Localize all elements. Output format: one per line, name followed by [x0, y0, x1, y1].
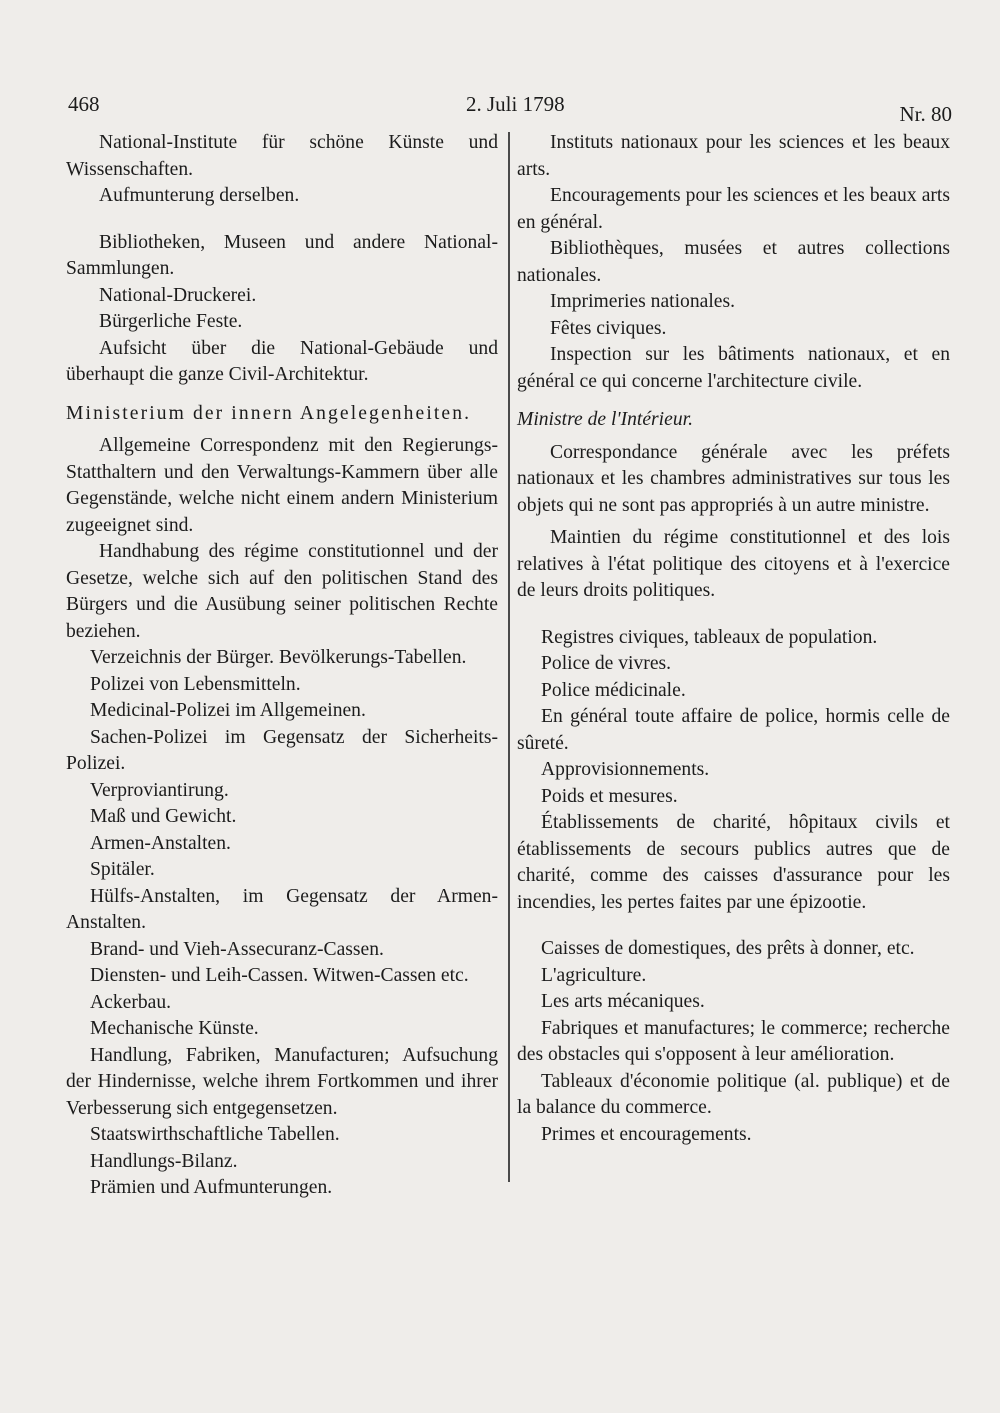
paragraph: Bürgerliche Feste. [99, 311, 243, 332]
paragraph: Fêtes civiques. [550, 317, 667, 339]
paragraph: Inspection sur les bâtiments nationaux, et en général ce qui concerne l'architecture civile. [517, 344, 950, 392]
paragraph: Registres civiques, tableaux de population. [541, 626, 878, 648]
paragraph: Brand- und Vieh-Assecuranz-Cassen. [90, 938, 384, 960]
paragraph: En général toute affaire de police, hormis celle de sûreté. [517, 706, 950, 754]
document-number: Nr. 80 [899, 102, 952, 126]
paragraph: Maintien du régime constitutionnel et des lois relatives à l'état politique des citoyens et à l'exercice de leurs droits politiques. [517, 527, 950, 601]
paragraph: Bibliotheken, Museen und andere National-Sammlungen. [66, 231, 498, 279]
paragraph: Fabriques et manufactures; le commerce; recherche des obstacles qui s'opposent à leur amélioration. [517, 1017, 950, 1065]
paragraph: National-Institute für schöne Künste und Wissenschaften. [66, 132, 498, 180]
paragraph: Sachen-Polizei im Gegensatz der Sicherheits-Polizei. [66, 726, 498, 774]
paragraph: Caisses de domestiques, des prêts à donner, etc. [541, 938, 915, 959]
german-column [66, 130, 498, 1202]
paragraph: Aufmunterung derselben. [99, 185, 300, 206]
paragraph: Handlung, Fabriken, Manufacturen; Aufsuchung der Hindernisse, welche ihrem Fortkommen und ihrer Verbesserung sich entgegensetzen. [66, 1044, 498, 1119]
paragraph: Poids et mesures. [541, 785, 678, 807]
paragraph: Établissements de charité, hôpitaux civils et établissements de secours publics autres que de charité, comme des caisses d'assurance pour les incendies, les pertes faites par une épizootie. [517, 812, 950, 913]
paragraph: Hülfs-Anstalten, im Gegensatz der Armen-Anstalten. [66, 885, 498, 933]
paragraph: Approvisionnements. [541, 759, 710, 780]
paragraph: Police médicinale. [541, 679, 686, 701]
paragraph: Staatswirthschaftliche Tabellen. [90, 1124, 340, 1145]
page-header [0, 92, 1000, 126]
page-date: 2. Juli 1798 [466, 92, 565, 116]
paragraph: L'agriculture. [541, 964, 647, 986]
paragraph: Encouragements pour les sciences et les beaux arts en général. [517, 185, 950, 233]
paragraph: Verproviantirung. [90, 779, 229, 801]
paragraph: Tableaux d'économie politique (al. publique) et de la balance du commerce. [517, 1070, 950, 1118]
paragraph: Diensten- und Leih-Cassen. Witwen-Cassen etc. [90, 965, 469, 986]
paragraph: Mechanische Künste. [90, 1018, 259, 1039]
paragraph: Les arts mécaniques. [541, 991, 705, 1012]
paragraph: Aufsicht über die National-Gebäude und überhaupt die ganze Civil-Architektur. [66, 337, 498, 385]
french-column [517, 130, 950, 1148]
paragraph: Allgemeine Correspondenz mit den Regierungs-Statthaltern und den Verwaltungs-Kammern über alle Gegenstände, welche nicht einem andern Ministerium zugeeignet sind. [66, 435, 498, 536]
paragraph: Instituts nationaux pour les sciences et les beaux arts. [517, 132, 950, 180]
paragraph: Spitäler. [90, 859, 155, 880]
paragraph: National-Druckerei. [99, 284, 257, 306]
paragraph: Primes et encouragements. [541, 1123, 752, 1145]
paragraph: Police de vivres. [541, 653, 672, 674]
section-heading: Ministre de l'Intérieur. [517, 409, 693, 430]
paragraph: Prämien und Aufmunterungen. [90, 1177, 333, 1198]
paragraph: Verzeichnis der Bürger. Bevölkerungs-Tabellen. [90, 647, 467, 668]
paragraph: Correspondance générale avec les préfets nationaux et les chambres administratives sur tous les objets qui ne sont pas appropriés à un autre ministre. [517, 441, 950, 516]
paragraph: Bibliothèques, musées et autres collections nationales. [517, 238, 950, 286]
paragraph: Ackerbau. [90, 991, 172, 1013]
paragraph: Handlungs-Bilanz. [90, 1150, 238, 1172]
page-number: 468 [68, 92, 100, 116]
paragraph: Medicinal-Polizei im Allgemeinen. [90, 700, 366, 721]
paragraph: Handhabung des régime constitutionnel und der Gesetze, welche sich auf den politischen Stand des Bürgers und die Ausübung seiner politischen Rechte beziehen. [66, 541, 498, 642]
column-divider [508, 132, 510, 1182]
paragraph: Armen-Anstalten. [90, 832, 231, 854]
paragraph: Imprimeries nationales. [550, 291, 735, 312]
paragraph: Maß und Gewicht. [90, 806, 237, 827]
section-heading: Ministerium der innern Angelegenheiten. [66, 402, 472, 424]
paragraph: Polizei von Lebensmitteln. [90, 673, 301, 695]
